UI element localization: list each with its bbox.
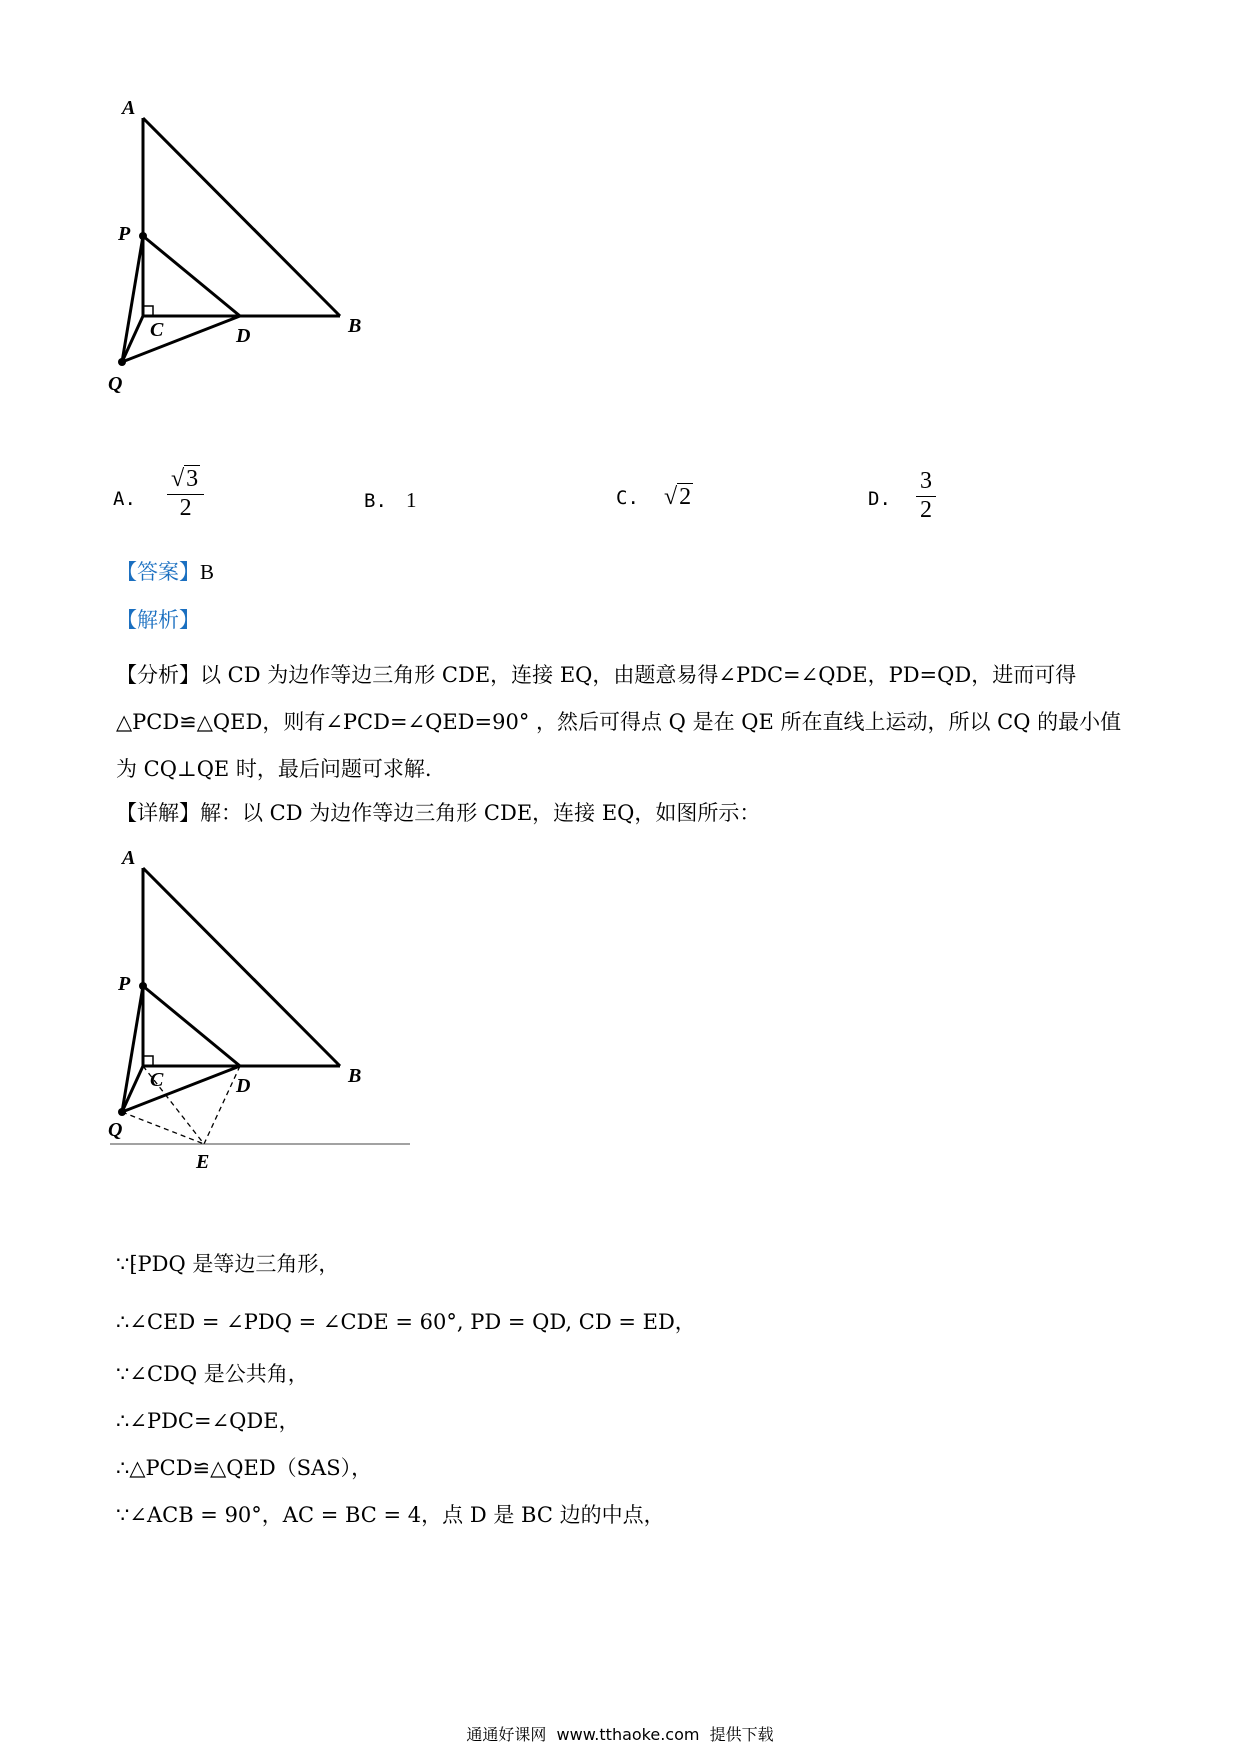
option-a-value: $\frac{√3}{2}$: [167, 466, 204, 522]
fig2-label-Q: Q: [108, 1119, 123, 1141]
fenxi-line-2: △PCD≌△QED，则有∠PCD=∠QED=90° ，然后可得点 Q 是在 QE 所在直线上运动，所以 CQ 的最小值: [116, 710, 1122, 734]
fig2-label-A: A: [122, 847, 136, 869]
option-a-numerator: 3: [186, 466, 199, 492]
option-d-denominator: 2: [919, 496, 932, 523]
option-d-value: [916, 468, 936, 524]
fig2-label-P: P: [118, 973, 131, 995]
option-c-value: √2: [663, 484, 692, 510]
point-Q: [118, 358, 126, 366]
label-Q: Q: [108, 373, 123, 395]
proof-step: ∴△PCD≌△QED（SAS），: [116, 1456, 373, 1480]
fenxi-line-1: 【分析】以 CD 为边作等边三角形 CDE，连接 EQ，由题意易得∠PDC=∠QDE，PD=QD，进而可得: [116, 663, 1077, 687]
fig2-label-E: E: [196, 1151, 210, 1173]
option-a: [113, 466, 204, 522]
label-P: P: [118, 223, 131, 245]
answer-line: [116, 556, 214, 586]
option-c-radicand: 2: [679, 484, 692, 510]
option-c-letter: C.: [616, 487, 639, 509]
label-A: A: [122, 97, 136, 119]
fig2-label-D: D: [236, 1075, 251, 1097]
option-b-letter: B.: [364, 490, 387, 512]
fenxi-line-3: 为 CQ⊥QE 时，最后问题可求解.: [116, 757, 432, 781]
label-C: C: [150, 319, 164, 341]
option-a-letter: A.: [113, 487, 136, 510]
figure-2-triangle-diagram: [100, 840, 420, 1220]
answer-tag: 【答案】: [116, 560, 200, 584]
proof-step: ∴∠CED = ∠PDQ = ∠CDE = 60°, PD = QD, CD = ED，: [116, 1310, 696, 1334]
proof-step: ∵⁅PDQ 是等边三角形，: [116, 1252, 340, 1276]
xiangjie-line: 【详解】解：以 CD 为边作等边三角形 CDE，连接 EQ，如图所示：: [116, 801, 761, 825]
option-b-value: 1: [405, 488, 417, 512]
fenxi-tag: 【分析】: [116, 663, 200, 687]
answer-value: B: [200, 560, 215, 584]
segment-PD: [143, 236, 240, 316]
label-B: B: [348, 315, 362, 337]
fenxi-paragraph: [116, 652, 1121, 793]
analysis-tag: 【解析】: [116, 608, 200, 632]
proof-step: ∵∠CDQ 是公共角，: [116, 1362, 309, 1386]
fig2-label-B: B: [348, 1065, 362, 1087]
option-b: [364, 488, 416, 513]
segment-AB: [143, 118, 340, 316]
option-d: [868, 468, 936, 524]
option-d-letter: D.: [868, 487, 891, 510]
option-d-numerator: 3: [916, 468, 936, 497]
option-a-denominator: 2: [179, 494, 192, 521]
fig2-label-C: C: [150, 1069, 164, 1091]
proof-step: ∴∠PDC=∠QDE，: [116, 1409, 300, 1433]
proof-step: ∵∠ACB = 90°，AC = BC = 4，点 D 是 BC 边的中点，: [116, 1503, 665, 1527]
page-footer: 通通好课网 www.tthaoke.com 提供下载: [466, 1725, 774, 1744]
proof-steps: [116, 1248, 696, 1546]
figure-1-triangle-diagram: [100, 90, 400, 450]
point-P: [139, 232, 147, 240]
segment-PQ: [122, 236, 143, 362]
xiangjie-tag: 【详解】: [116, 801, 200, 825]
label-D: D: [236, 325, 251, 347]
option-c: [616, 484, 693, 511]
